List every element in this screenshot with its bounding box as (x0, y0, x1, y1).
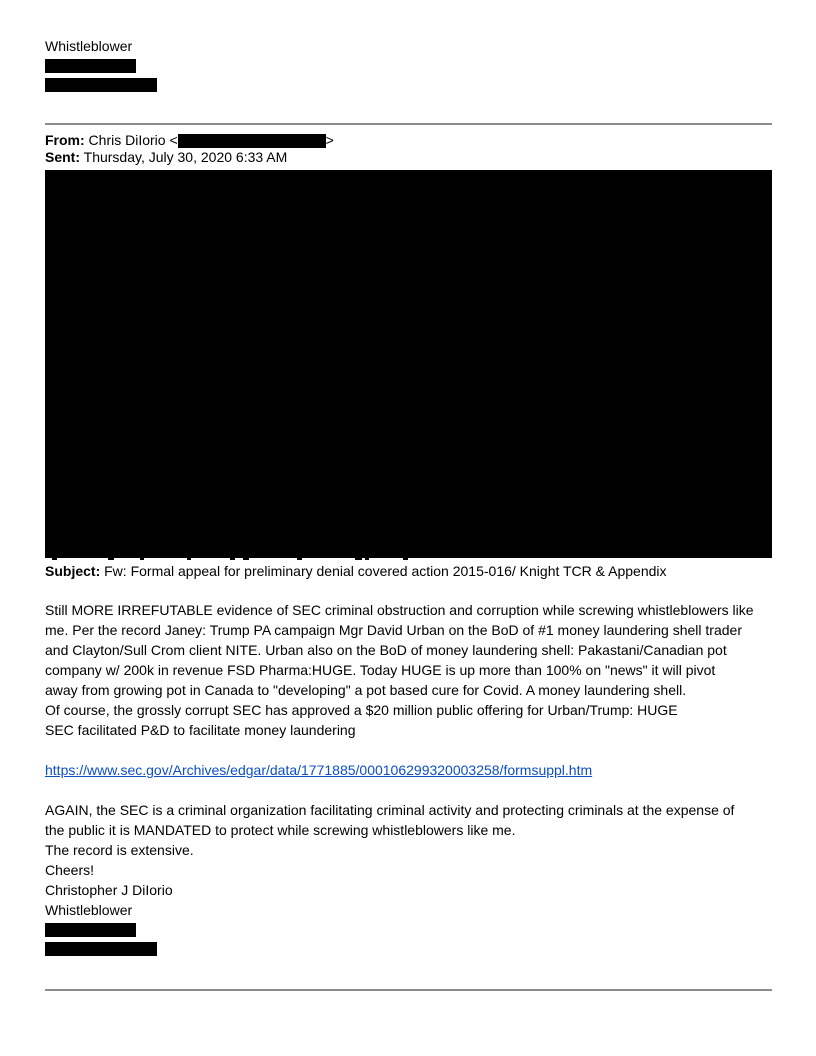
divider-bottom (45, 989, 772, 991)
body-paragraph-2 (45, 800, 772, 880)
sec-filing-link[interactable]: https://www.sec.gov/Archives/edgar/data/1771885/000106299320003258/formsuppl.htm (45, 762, 593, 778)
text-line: Of course, the grossly corrupt SEC has approved a $20 million public offering for Urban/Trump: HUGE (45, 702, 678, 718)
text-line: Still MORE IRREFUTABLE evidence of SEC criminal obstruction and corruption while screwing whistleblowers like (45, 602, 754, 618)
redaction-bar-top-1 (45, 59, 136, 73)
redaction-remnant (230, 558, 235, 560)
text-line: Cheers! (45, 862, 95, 878)
top-signature-role: Whistleblower (45, 38, 133, 54)
sent-label: Sent: (45, 149, 80, 165)
redaction-from-address (178, 134, 326, 148)
text-line: company w/ 200k in revenue FSD Pharma:HUGE. Today HUGE is up more than 100% on "news" it will pivot (45, 662, 716, 678)
redaction-remnant (52, 558, 57, 560)
redaction-remnant (403, 558, 408, 560)
redaction-remnant (108, 558, 114, 560)
text-line: Whistleblower (45, 902, 133, 918)
from-close-bracket: > (325, 132, 334, 148)
subject-value: Fw: Formal appeal for preliminary denial covered action 2015-016/ Knight TCR & Appendix (100, 563, 667, 579)
from-label: From: (45, 132, 85, 148)
redaction-remnant (365, 558, 369, 560)
text-line: me. Per the record Janey: Trump PA campaign Mgr David Urban on the BoD of #1 money laundering shell trader (45, 622, 742, 638)
text-line: Christopher J DiIorio (45, 882, 173, 898)
email-header (45, 132, 772, 166)
subject-line (45, 563, 772, 580)
text-line: SEC facilitated P&D to facilitate money laundering (45, 722, 356, 738)
from-name: Chris DiIorio < (84, 132, 178, 148)
redaction-remnant (297, 558, 302, 560)
subject-label: Subject: (45, 563, 101, 579)
text-line: the public it is MANDATED to protect while screwing whistleblowers like me. (45, 822, 516, 838)
redaction-bar-bottom-2 (45, 942, 157, 956)
divider-top (45, 123, 772, 125)
redaction-remnant (187, 558, 191, 560)
redaction-bar-top-2 (45, 78, 157, 92)
text-line: and Clayton/Sull Crom client NITE. Urban also on the BoD of money laundering shell: Pakastani/Canadian pot (45, 642, 727, 658)
redaction-remnant (243, 558, 249, 560)
redacted-text-remnants (45, 558, 772, 561)
from-line (45, 132, 772, 149)
text-line: away from growing pot in Canada to "developing" a pot based cure for Covid. A money laundering shell. (45, 682, 687, 698)
redaction-remnant (355, 558, 362, 560)
redaction-block-large (45, 170, 772, 558)
text-line: The record is extensive. (45, 842, 194, 858)
redaction-bar-bottom-1 (45, 923, 136, 937)
signature-block (45, 880, 772, 920)
link-line (45, 760, 772, 780)
sent-value: Thursday, July 30, 2020 6:33 AM (80, 149, 288, 165)
body-paragraph-1 (45, 600, 772, 740)
redaction-remnant (140, 558, 144, 560)
sent-line (45, 149, 772, 166)
text-line: AGAIN, the SEC is a criminal organization facilitating criminal activity and protecting criminals at the expense of (45, 802, 735, 818)
